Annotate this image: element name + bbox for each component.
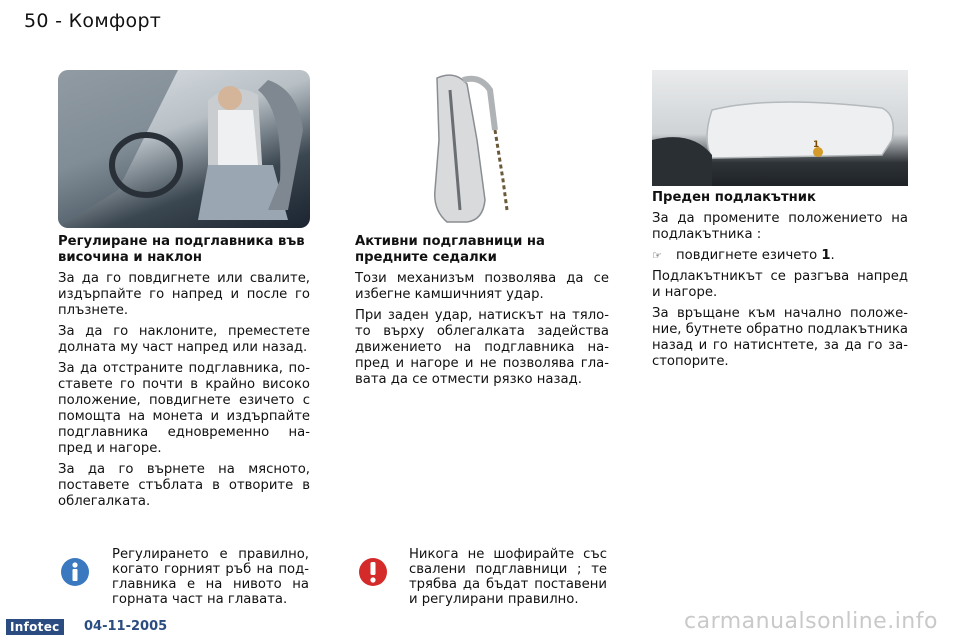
section-heading-headrest-adjust: Регулиране на подглавника във височина и наклон (58, 234, 305, 265)
page-header (24, 10, 161, 32)
column-headrest-adjust (58, 234, 310, 515)
active-headrest-photo (355, 70, 609, 228)
page-title: Комфорт (68, 10, 162, 32)
paragraph: За да промените положението на подлакътника : (652, 211, 908, 242)
paragraph: За да го наклоните, преместете долната му част напред или назад. (58, 324, 310, 355)
paragraph: За да го повдигнете или свалите, издърпайте го напред и после го плъзнете. (58, 271, 310, 318)
armrest-photo (652, 70, 908, 186)
warning-icon (358, 557, 388, 587)
paragraph: Подлакътникът се разгъва напред и нагоре. (652, 269, 908, 300)
info-note: Регулирането е правилно, когато горният ръб на под-главника е на нивото на горната част на главата. (112, 547, 309, 607)
page-number: 50 (24, 10, 49, 32)
footer-date: 04-11-2005 (84, 619, 168, 634)
bullet-number: 1 (821, 248, 831, 263)
paragraph: При заден удар, натискът на тяло-то върху облегалката задейства движението на подглавника на-пред и нагоре и не позволява гла-вата да се отмести рязко назад. (355, 308, 609, 387)
header-separator: - (55, 10, 63, 32)
info-icon (60, 557, 90, 587)
paragraph: За да го върнете на мясното, поставете стъблата в отворите в облегалката. (58, 462, 310, 509)
pointing-hand-icon: ☞ (652, 249, 662, 262)
headrest-adjust-photo (58, 70, 310, 228)
paragraph: За връщане към начално положе-ние, бутнете обратно подлакътника назад и го натиснтете, за да го за-стопорите. (652, 306, 908, 369)
armrest-callout-label: 1 (813, 140, 820, 150)
watermark: carmanualsonline.info (684, 609, 938, 634)
paragraph: За да отстраните подглавника, по-ставете го почти в крайно високо положение, повдигнете езичето с помощта на монета и издърпайте подглавника едновременно на-пред и нагоре. (58, 361, 310, 456)
section-heading-armrest: Преден подлакътник (652, 190, 816, 205)
column-active-headrests (355, 234, 609, 393)
bullet-item: ☞ повдигнете езичето 1. (652, 248, 835, 263)
column-armrest (652, 190, 908, 375)
warning-note: Никога не шофирайте със свалени подглавници ; те трябва да бъдат поставени и регулирани правилно. (409, 547, 607, 607)
infotec-logo: Infotec (6, 619, 64, 635)
section-heading-active-headrests: Активни подглавници на предните седалки (355, 234, 545, 265)
paragraph: Този механизъм позволява да се избегне камшичният удар. (355, 271, 609, 302)
